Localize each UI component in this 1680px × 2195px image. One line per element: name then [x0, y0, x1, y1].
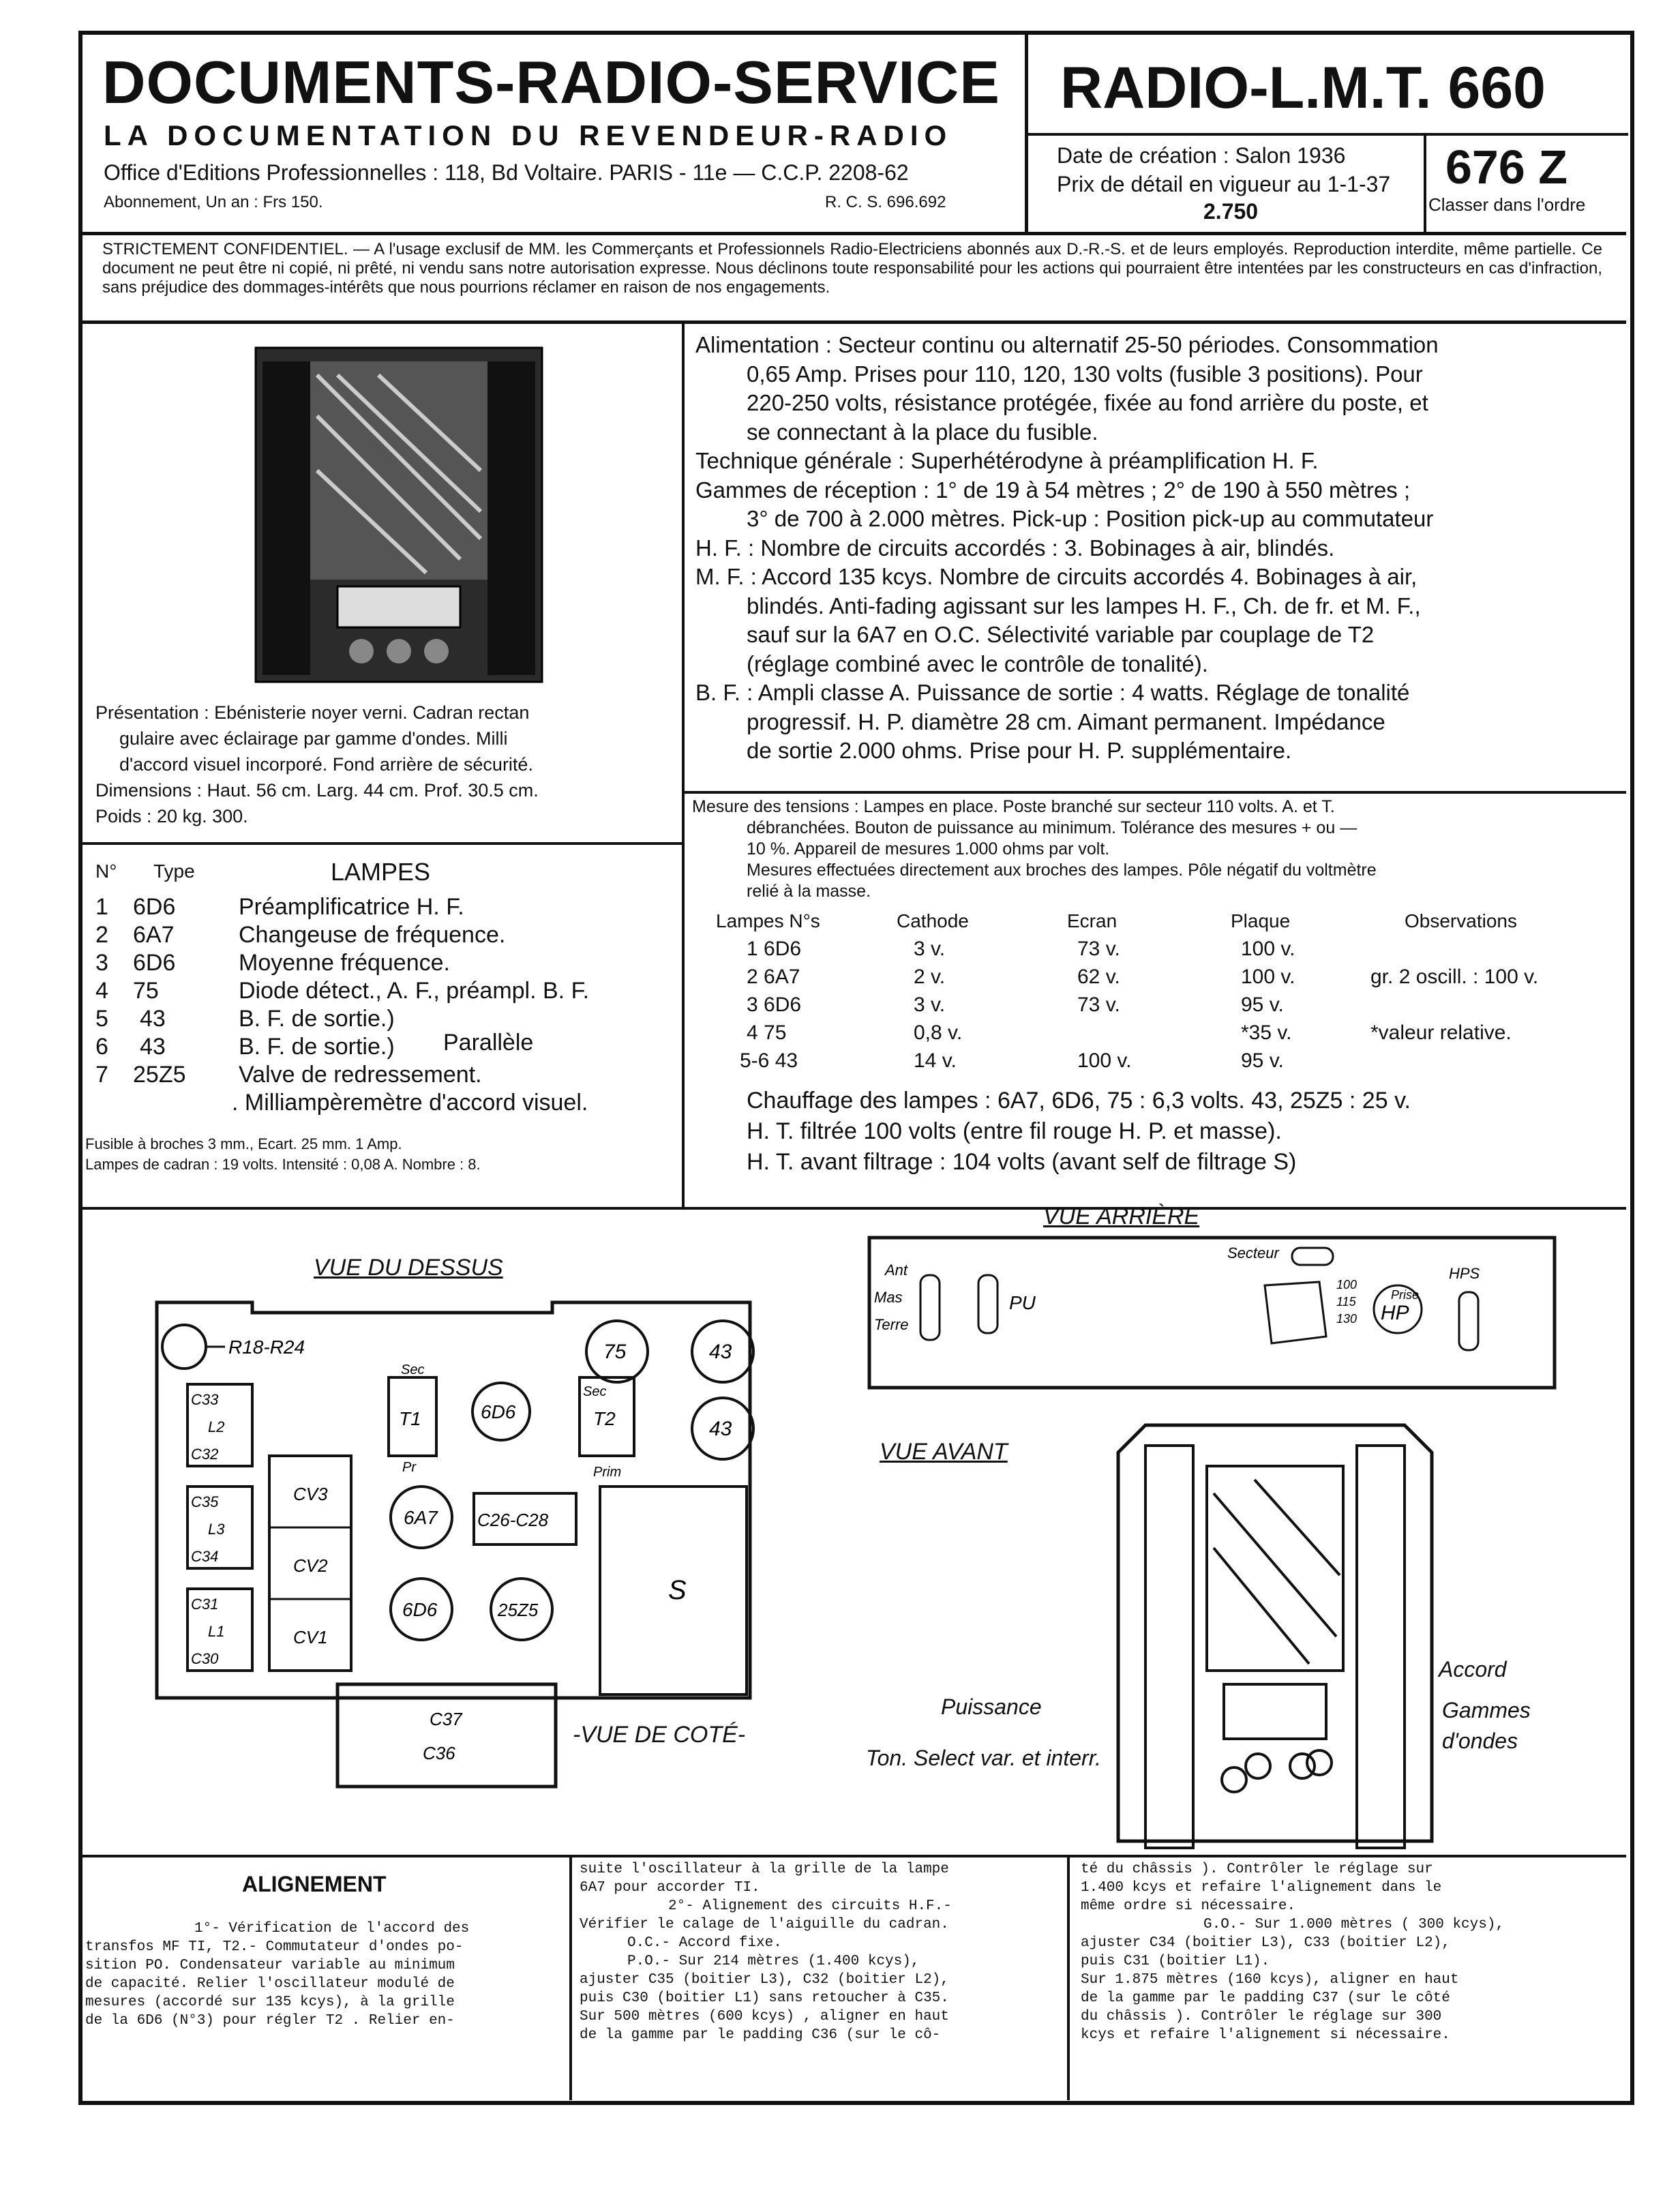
spec-line: de sortie 2.000 ohms. Prise pour H. P. supplémentaire. — [747, 738, 1292, 763]
spec-line: blindés. Anti-fading agissant sur les lampes H. F., Ch. de fr. et M. F., — [747, 593, 1421, 618]
cell-cathode: 2 v. — [914, 966, 946, 988]
l2-label: L2 — [208, 1418, 225, 1435]
vue-dessus-diagram — [150, 1289, 764, 1725]
r18-circle — [162, 1325, 206, 1369]
spec-line: se connectant à la place du fusible. — [747, 419, 1098, 445]
lampe-no: 1 — [95, 894, 108, 920]
align-line: Sur 1.875 mètres (160 kcys), aligner en haut — [1081, 1972, 1459, 1988]
hps-label: HPS — [1449, 1265, 1480, 1282]
spec-line: H. F. : Nombre de circuits accordés : 3. Bobinages à air, blindés. — [695, 535, 1335, 561]
lampe-desc: Diode détect., A. F., préampl. B. F. — [239, 978, 590, 1004]
align-line: mesures (accordé sur 135 kcys), à la grille — [85, 1995, 455, 2010]
cell-lampe: 3 6D6 — [747, 994, 802, 1016]
terre-label: Terre — [874, 1316, 909, 1333]
hp-label: HP — [1381, 1302, 1409, 1324]
header-bottom-rule — [82, 232, 1626, 235]
presentation-3: d'accord visuel incorporé. Fond arrière de sécurité. — [119, 754, 533, 775]
v100-label: 100 — [1336, 1278, 1358, 1291]
align-line: puis C31 (boitier L1). — [1081, 1954, 1270, 1969]
code-divider — [1424, 133, 1426, 232]
chauffage: Chauffage des lampes : 6A7, 6D6, 75 : 6,3 volts. 43, 25Z5 : 25 v. — [747, 1088, 1411, 1114]
spec-line: sauf sur la 6A7 en O.C. Sélectivité variable par couplage de T2 — [747, 622, 1375, 647]
c34-label: C34 — [191, 1548, 219, 1565]
confidential-notice: STRICTEMENT CONFIDENTIEL. — A l'usage exclusif de MM. les Commerçants et Professionnels Radio-Electriciens abonnés aux D.-R.-S. et de leurs employés. Reproduction interdite, même partielle. Ce document ne peut être ni copié, ni prêté, ni vendu sans notre autorisation expresse. Nous déclinons toute responsabilité pour les actions qui pourraient être intentées par les constructeurs en cas d'infraction, sans préjudice des dommages-intérêts que nous pourrions réclamer en raison de nos engagements. — [102, 240, 1602, 297]
price-label: Prix de détail en vigueur au 1-1-37 — [1057, 172, 1391, 196]
dimensions: Dimensions : Haut. 56 cm. Larg. 44 cm. Prof. 30.5 cm. — [95, 780, 539, 801]
mesures-table — [716, 910, 1623, 1077]
gammes-label-1: Gammes — [1442, 1698, 1531, 1722]
vue-cote-diagram — [334, 1681, 559, 1793]
lampes-h-no: N° — [95, 861, 117, 882]
cell-cathode: 14 v. — [914, 1049, 957, 1072]
cell-obs: gr. 2 oscill. : 100 v. — [1370, 966, 1539, 988]
cell-plaque: 95 v. — [1241, 1049, 1284, 1072]
c26-label: C26-C28 — [477, 1510, 549, 1530]
alignement-col2 — [580, 1860, 952, 2044]
c32-label: C32 — [191, 1446, 219, 1463]
tube-43-a: 43 — [709, 1341, 732, 1363]
creation-date: Date de création : Salon 1936 — [1057, 143, 1346, 168]
col-cathode: Cathode — [897, 910, 969, 931]
header-rcs: R. C. S. 696.692 — [825, 193, 946, 211]
col-lampes: Lampes N°s — [716, 910, 820, 931]
left-rule — [82, 842, 683, 845]
spec-line: 0,65 Amp. Prises pour 110, 120, 130 volts (fusible 3 positions). Pour — [747, 361, 1423, 387]
lampe-type: 43 — [140, 1034, 166, 1060]
cell-cathode: 0,8 v. — [914, 1021, 963, 1044]
align-line: té du châssis ). Contrôler le réglage sur — [1081, 1862, 1433, 1877]
poids: Poids : 20 kg. 300. — [95, 806, 248, 826]
t1-sec-label: Sec — [401, 1362, 425, 1377]
align-line: de capacité. Relier l'oscillateur modulé de — [85, 1976, 455, 1992]
doc-code: 676 Z — [1445, 140, 1567, 194]
align-divider-2 — [1067, 1856, 1070, 2100]
align-line: ajuster C35 (boitier L3), C32 (boitier L2), — [580, 1972, 949, 1988]
cell-plaque: 100 v. — [1241, 966, 1295, 988]
lampe-no: 7 — [95, 1062, 108, 1088]
pu-label: PU — [1009, 1292, 1036, 1313]
cv1-label: CV1 — [293, 1627, 328, 1647]
model-title: RADIO-L.M.T. 660 — [1060, 55, 1546, 121]
spec-line: M. F. : Accord 135 kcys. Nombre de circuits accordés 4. Bobinages à air, — [695, 564, 1418, 589]
align-divider-1 — [569, 1856, 572, 2100]
c30-label: C30 — [191, 1650, 219, 1667]
confidential-rule — [82, 320, 1626, 324]
spec-line: Gammes de réception : 1° de 19 à 54 mètres ; 2° de 190 à 550 mètres ; — [695, 477, 1411, 503]
v115-label: 115 — [1336, 1295, 1356, 1309]
vue-arriere-diagram — [866, 1234, 1561, 1391]
t1-label: T1 — [399, 1408, 421, 1429]
align-line: puis C30 (boitier L1) sans retoucher à C35. — [580, 1990, 949, 2006]
fusible-note: Fusible à broches 3 mm., Ecart. 25 mm. 1 Amp. — [85, 1135, 402, 1152]
col-observations: Observations — [1405, 910, 1517, 931]
alignement-top-rule — [82, 1855, 1626, 1857]
vue-arriere-label: VUE ARRIÈRE — [1043, 1204, 1200, 1229]
mesures-line: débranchées. Bouton de puissance au minimum. Tolérance des mesures + ou — — [747, 818, 1358, 837]
l1-label: L1 — [208, 1623, 225, 1640]
cell-lampe: 4 75 — [747, 1021, 787, 1044]
align-line: 6A7 pour accorder TI. — [580, 1880, 760, 1896]
t2-sec-label: Sec — [583, 1384, 607, 1399]
mesures-row — [716, 1049, 1623, 1077]
parallele-label: Parallèle — [443, 1030, 534, 1056]
mesures-row — [716, 994, 1623, 1021]
ht-avant: H. T. avant filtrage : 104 volts (avant self de filtrage S) — [747, 1149, 1297, 1175]
lampe-type: 25Z5 — [133, 1062, 186, 1088]
header-title: DOCUMENTS-RADIO-SERVICE — [102, 48, 1001, 116]
lampe-type: 75 — [133, 978, 159, 1004]
cell-plaque: *35 v. — [1241, 1021, 1292, 1044]
t2-label: T2 — [593, 1408, 616, 1429]
mesures-line: Mesure des tensions : Lampes en place. Poste branché sur secteur 110 volts. A. et T. — [692, 797, 1335, 816]
cell-cathode: 3 v. — [914, 994, 946, 1016]
c31-label: C31 — [191, 1596, 219, 1613]
tonalite-label: Ton. Select var. et interr. — [866, 1746, 1102, 1770]
mesures-row — [716, 938, 1623, 966]
c33-label: C33 — [191, 1391, 219, 1408]
mesures-line: relié à la masse. — [747, 882, 871, 901]
lampe-no: 6 — [95, 1034, 108, 1060]
vue-cote-label: -VUE DE COTÉ- — [573, 1722, 746, 1748]
alignement-col3 — [1081, 1860, 1504, 2044]
lampe-type: 6D6 — [133, 950, 176, 976]
specs-block — [695, 331, 1439, 766]
mesures-row — [716, 1021, 1623, 1049]
tube-75: 75 — [603, 1341, 627, 1363]
align-line: kcys et refaire l'alignement si nécessaire. — [1081, 2027, 1450, 2043]
spec-line: progressif. H. P. diamètre 28 cm. Aimant permanent. Impédance — [747, 708, 1385, 734]
header-subtitle: LA DOCUMENTATION DU REVENDEUR-RADIO — [104, 119, 953, 151]
align-line: ajuster C34 (boitier L3), C33 (boitier L2), — [1081, 1935, 1450, 1951]
vue-avant-diagram — [1105, 1412, 1459, 1875]
presentation-1: Présentation : Ebénisterie noyer verni. Cadran rectan — [95, 702, 530, 723]
lampes-h-type: Type — [153, 861, 195, 882]
r18-label: R18-R24 — [228, 1337, 305, 1358]
spec-line: Technique générale : Superhétérodyne à préamplification H. F. — [695, 448, 1319, 473]
mas-label: Mas — [874, 1289, 903, 1306]
t1-pr-label: Pr — [402, 1460, 416, 1475]
cell-lampe: 5-6 43 — [740, 1049, 798, 1072]
lampe-no: 5 — [95, 1006, 108, 1032]
align-line: de la gamme par le padding C37 (sur le côté — [1081, 1990, 1450, 2006]
v130-label: 130 — [1336, 1312, 1358, 1326]
mesures-line: 10 %. Appareil de mesures 1.000 ohms par volt. — [747, 839, 1110, 858]
cv3-label: CV3 — [293, 1484, 328, 1504]
col-plaque: Plaque — [1231, 910, 1291, 931]
align-line: sition PO. Condensateur variable au minimum — [85, 1958, 455, 1973]
spec-line: 3° de 700 à 2.000 mètres. Pick-up : Position pick-up au commutateur — [747, 506, 1434, 531]
lampe-no: 4 — [95, 978, 108, 1004]
tube-6d6-a: 6D6 — [481, 1401, 516, 1422]
cadran-note: Lampes de cadran : 19 volts. Intensité : 0,08 A. Nombre : 8. — [85, 1156, 481, 1173]
spec-line: 220-250 volts, résistance protégée, fixée au fond arrière du poste, et — [747, 390, 1428, 415]
lampe-no: 2 — [95, 922, 108, 948]
cell-plaque: 100 v. — [1241, 938, 1295, 960]
align-line: Sur 500 mètres (600 kcys) , aligner en haut — [580, 2009, 949, 2025]
spec-line: Alimentation : Secteur continu ou alternatif 25-50 périodes. Consommation — [695, 332, 1439, 357]
vue-avant-label: VUE AVANT — [880, 1439, 1008, 1465]
cv2-label: CV2 — [293, 1555, 328, 1576]
lampe-desc: B. F. de sortie.) — [239, 1006, 395, 1032]
align-line: de la 6D6 (N°3) pour régler T2 . Relier en- — [85, 2013, 455, 2029]
align-line: O.C.- Accord fixe. — [627, 1935, 782, 1951]
align-line: suite l'oscillateur à la grille de la lampe — [580, 1862, 949, 1877]
align-line: même ordre si nécessaire. — [1081, 1898, 1296, 1914]
col-ecran: Ecran — [1067, 910, 1118, 931]
tube-43-b: 43 — [709, 1418, 732, 1440]
mesures-row — [716, 966, 1623, 994]
mesures-line: Mesures effectuées directement aux broches des lampes. Pôle négatif du voltmètre — [747, 861, 1377, 880]
lampe-type: 43 — [140, 1006, 166, 1032]
cell-ecran: 100 v. — [1077, 1049, 1132, 1072]
mesures-intro — [692, 796, 1377, 902]
lampes-h-title: LAMPES — [331, 858, 431, 886]
middle-divider — [682, 324, 685, 1207]
cell-ecran: 73 v. — [1077, 994, 1120, 1016]
mesures-header — [716, 910, 1623, 938]
lampe-type: 6D6 — [133, 894, 176, 920]
cell-plaque: 95 v. — [1241, 994, 1284, 1016]
tube-6a7: 6A7 — [404, 1507, 438, 1528]
lampe-type: 6A7 — [133, 922, 175, 948]
lampe-desc: . Milliampèremètre d'accord visuel. — [232, 1090, 588, 1116]
align-line: G.O.- Sur 1.000 mètres ( 300 kcys), — [1203, 1917, 1505, 1932]
l3-label: L3 — [208, 1521, 225, 1538]
cell-cathode: 3 v. — [914, 938, 946, 960]
presentation-2: gulaire avec éclairage par gamme d'ondes. Milli — [119, 728, 508, 749]
classer-label: Classer dans l'ordre — [1428, 194, 1586, 215]
align-line: 1°- Vérification de l'accord des — [194, 1921, 470, 1937]
ant-label: Ant — [885, 1261, 908, 1279]
secteur-label: Secteur — [1227, 1244, 1279, 1261]
tube-25z5: 25Z5 — [498, 1600, 539, 1620]
model-underline — [1028, 133, 1628, 136]
align-line: 2°- Alignement des circuits H.F.- — [668, 1898, 952, 1914]
lampe-desc: Changeuse de fréquence. — [239, 922, 506, 948]
radio-photo — [242, 334, 556, 689]
cell-obs: *valeur relative. — [1370, 1021, 1512, 1044]
lampe-desc: B. F. de sortie.) — [239, 1034, 395, 1060]
c35-label: C35 — [191, 1493, 219, 1510]
alignement-col1 — [85, 1920, 469, 2030]
cell-ecran: 62 v. — [1077, 966, 1120, 988]
c37-label: C37 — [430, 1709, 462, 1729]
align-line: de la gamme par le padding C36 (sur le cô- — [580, 2027, 941, 2043]
lampe-desc: Préamplificatrice H. F. — [239, 894, 464, 920]
gammes-label-2: d'ondes — [1442, 1729, 1518, 1753]
spec-line: B. F. : Ampli classe A. Puissance de sortie : 4 watts. Réglage de tonalité — [695, 680, 1410, 705]
align-line: transfos MF TI, T2.- Commutateur d'ondes po- — [85, 1939, 464, 1955]
lampe-no: 3 — [95, 950, 108, 976]
accord-label: Accord — [1439, 1657, 1507, 1682]
t2-prim-label: Prim — [593, 1465, 622, 1480]
price-value: 2.750 — [1203, 199, 1259, 224]
diagrams-top-rule — [82, 1207, 1626, 1210]
vue-dessus-label: VUE DU DESSUS — [314, 1255, 503, 1281]
align-line: 1.400 kcys et refaire l'alignement dans le — [1081, 1880, 1442, 1896]
self-s-label: S — [668, 1575, 687, 1605]
header-subscription: Abonnement, Un an : Frs 150. — [104, 193, 323, 211]
lampe-desc: Moyenne fréquence. — [239, 950, 450, 976]
puissance-label: Puissance — [941, 1694, 1042, 1719]
align-line: P.O.- Sur 214 mètres (1.400 kcys), — [627, 1954, 920, 1969]
ht-filtree: H. T. filtrée 100 volts (entre fil rouge H. P. et masse). — [747, 1118, 1282, 1144]
cell-lampe: 1 6D6 — [747, 938, 802, 960]
header-office: Office d'Editions Professionnelles : 118, Bd Voltaire. PARIS - 11e — C.C.P. 2208-62 — [104, 160, 909, 185]
specs-rule — [683, 791, 1626, 794]
c36-label: C36 — [423, 1743, 455, 1763]
prise-label: Prise — [1391, 1288, 1420, 1302]
spec-line: (réglage combiné avec le contrôle de tonalité). — [747, 651, 1208, 676]
cell-lampe: 2 6A7 — [747, 966, 800, 988]
align-line: du châssis ). Contrôler le réglage sur 300 — [1081, 2009, 1442, 2025]
align-line: Vérifier le calage de l'aiguille du cadran. — [580, 1917, 949, 1932]
alignement-title: ALIGNEMENT — [242, 1872, 387, 1896]
lampe-desc: Valve de redressement. — [239, 1062, 482, 1088]
cell-ecran: 73 v. — [1077, 938, 1120, 960]
tube-6d6-b: 6D6 — [402, 1599, 438, 1620]
